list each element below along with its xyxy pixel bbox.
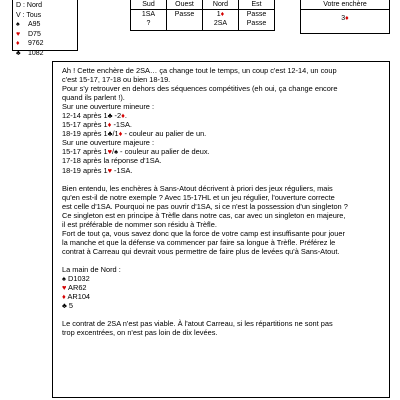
heart-icon: ♥ [107, 165, 112, 175]
diamond-icon: ♦ [107, 120, 112, 130]
bid: 2SA [213, 20, 228, 27]
spacer [62, 256, 383, 265]
north-hand-diamond: ♦ AR104 [62, 292, 91, 302]
spade-icon: ♠ [16, 21, 20, 29]
south-hand-row-spade [16, 20, 77, 30]
range-line: 12-14 après 1♣ -2♦. [62, 111, 127, 121]
diamond-icon: ♦ [345, 15, 349, 22]
bids-north [203, 10, 239, 31]
explanation-box [52, 61, 390, 398]
bid: Passe [246, 11, 267, 18]
bid: Passe [174, 11, 195, 18]
paragraph-line: Sur une ouverture majeure : [62, 138, 155, 148]
range-line: 15-17 après 1♦ -1SA. [62, 120, 132, 130]
header-south: Sud [131, 0, 167, 10]
paragraph-line: c'est 15-17, 17-18 ou bien 18-19. [62, 75, 171, 85]
your-bid-label: Votre enchère [301, 0, 389, 10]
club-icon: ♣ [107, 129, 113, 139]
your-bid-box [300, 0, 390, 34]
spacer [62, 310, 383, 319]
header-north: Nord [203, 0, 239, 10]
paragraph-line: Ce singleton est en principe à Trèfle dans notre cas, car avec un singleton en majeure, [62, 210, 346, 220]
paragraph-line: qu'en est-il de notre exemple ? Avec 15-17HL et un jeu régulier, l'ouverture correcte [62, 192, 335, 202]
diamond-icon: ♦ [62, 292, 66, 302]
deal-info-box [12, 0, 78, 57]
north-hand-spade: ♠ D1032 [62, 273, 90, 283]
paragraph-line: trop excentrées, on n'est pas loin de dix levées. [62, 328, 218, 338]
north-hand-club: ♣ 5 [62, 301, 74, 311]
paragraph-line: 17-18 après la réponse d'1SA. [62, 156, 162, 166]
diamond-icon: ♦ [121, 111, 125, 121]
paragraph-line: la manche et que la défense va commencer par faire sa longue à Trèfle. Préférez le [62, 237, 336, 247]
diamond-icon: ♦ [16, 40, 20, 48]
heart-icon: ♥ [107, 147, 112, 157]
deal-header [0, 0, 400, 55]
spacer [62, 175, 383, 184]
north-hand-heart: ♥ AR62 [62, 283, 87, 293]
bidding-table [130, 0, 275, 31]
heart-cards: D75 [28, 30, 41, 38]
south-hand-row-heart [16, 30, 77, 40]
header-west: Ouest [167, 0, 203, 10]
club-icon: ♣ [16, 49, 21, 57]
paragraph-line: Sur une ouverture mineure : [62, 102, 155, 112]
heart-icon: ♥ [62, 283, 67, 293]
diamond-icon: ♦ [118, 129, 123, 139]
paragraph-line: Ah ! Cette enchère de 2SA… ça change tout le temps, un coup c'est 12-14, un coup [62, 66, 337, 75]
spade-icon: ♠ [114, 147, 118, 157]
paragraph-line: est celle d'1SA. Pourquoi ne pas ouvrir d'1SA, si ce n'est la possession d'un singleton ? [62, 201, 348, 211]
diamond-icon: ♦ [220, 11, 225, 18]
bid-question: ? [146, 20, 151, 27]
bid: 1♦ [216, 11, 225, 18]
dealer-label: D : Nord [16, 2, 43, 9]
paragraph-line: Fort de tout ça, vous savez donc que la force de votre camp est insuffisante pour jouer [62, 228, 345, 238]
range-line: 18-19 après 1♣/1♦ - couleur au palier de un. [62, 129, 207, 139]
paragraph-line: quand ils parlent !). [62, 93, 125, 103]
paragraph-line: Pour s'y retrouver en dehors des séquences compétitives (eh oui, ça change encore [62, 84, 338, 94]
range-line: 15-17 après 1♥/♠ - couleur au palier de deux. [62, 147, 210, 157]
spade-cards: A95 [28, 21, 41, 29]
paragraph-line: Bien entendu, les enchères à Sans-Atout décrivent à priori des jeux réguliers, mais [62, 183, 333, 193]
south-hand-row-club [16, 49, 77, 59]
vulnerability-label: V : Tous [16, 11, 42, 19]
bid: 1SA [141, 11, 156, 18]
paragraph-line: il est préférable de nommer son résidu à Trèfle. [62, 219, 217, 229]
your-bid-value: 3♦ [341, 15, 349, 22]
south-hand-row-diamond [16, 39, 77, 49]
club-cards: 1082 [28, 49, 44, 57]
club-icon: ♣ [62, 301, 67, 311]
diamond-cards: 9762 [28, 40, 44, 48]
range-line: 18-19 après 1♥ -1SA. [62, 165, 133, 175]
bid: Passe [246, 20, 267, 27]
header-east: Est [239, 0, 275, 10]
north-hand-title: La main de Nord : [62, 264, 121, 274]
club-icon: ♣ [107, 111, 113, 121]
paragraph-line: contrat à Carreau qui devrait vous permettre de faire plus de levées qu'à Sans-Atout. [62, 246, 340, 256]
bids-west [167, 10, 203, 31]
bids-south [131, 10, 167, 31]
bids-east [239, 10, 275, 31]
paragraph-line: Le contrat de 2SA n'est pas viable. À l'atout Carreau, si les répartitions ne sont pas [62, 319, 333, 329]
spade-icon: ♠ [62, 273, 66, 283]
heart-icon: ♥ [16, 30, 21, 38]
